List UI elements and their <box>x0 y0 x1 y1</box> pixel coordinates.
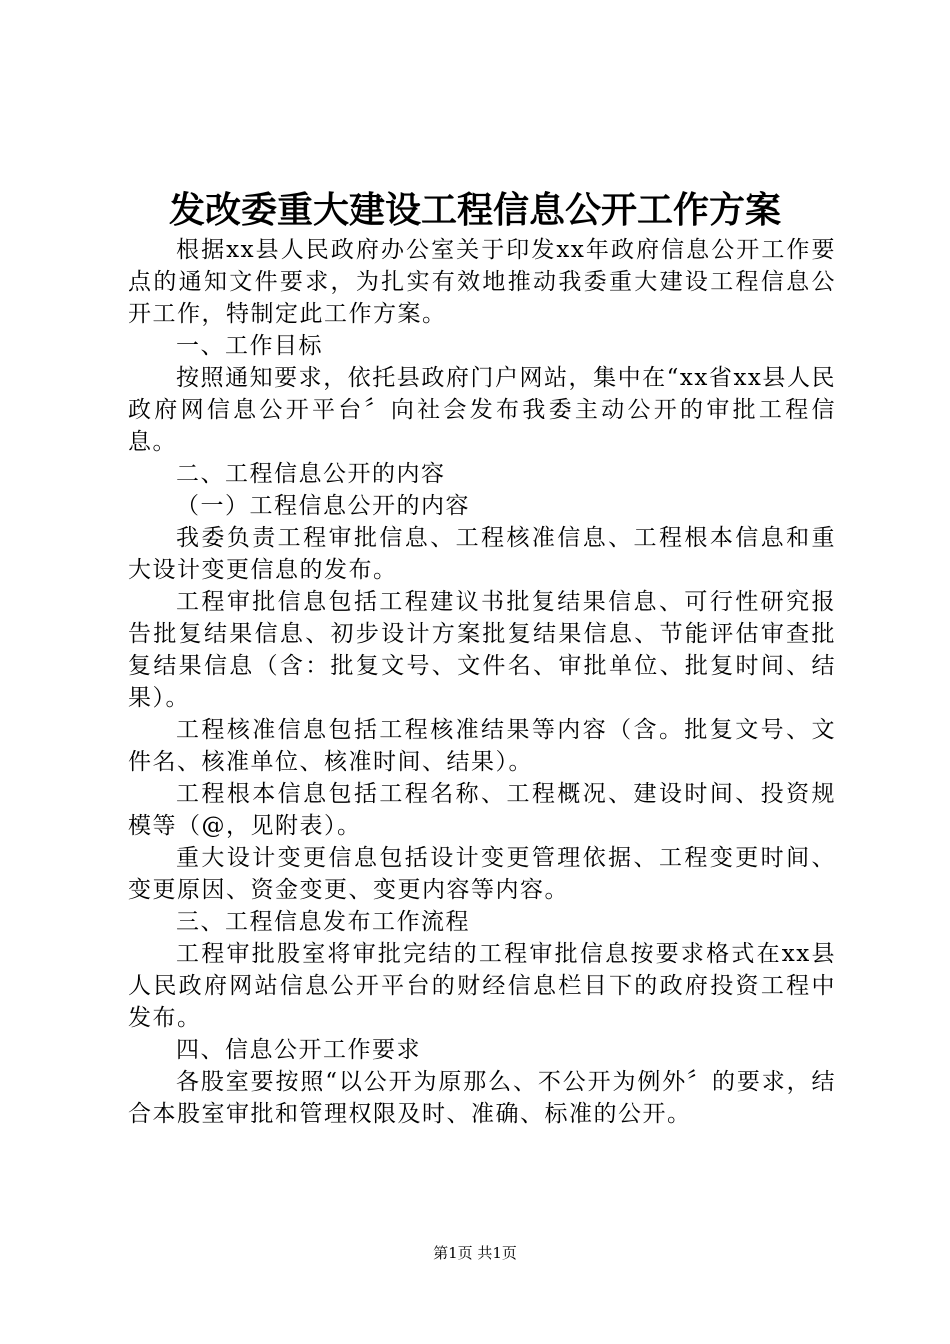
section-heading-goal: 一、工作目标 <box>176 333 323 359</box>
document-title: 发改委重大建设工程信息公开工作方案 <box>168 189 781 231</box>
section-heading-requirements: 四、信息公开工作要求 <box>176 1037 421 1063</box>
paragraph-basic-info: 工程根本信息包括工程名称、工程概况、建设时间、投资规模等（@，见附表）。 <box>128 781 836 839</box>
section-heading-content: 二、工程信息公开的内容 <box>176 461 446 487</box>
paragraph-requirements: 各股室要按照“以公开为原那么、不公开为例外〞的要求，结合本股室审批和管理权限及时、准确、标准的公开。 <box>128 1069 836 1127</box>
paragraph-responsibility: 我委负责工程审批信息、工程核准信息、工程根本信息和重大设计变更信息的发布。 <box>128 525 836 583</box>
paragraph-verification-info: 工程核准信息包括工程核准结果等内容（含。批复文号、文件名、核准单位、核准时间、结果）。 <box>128 717 836 775</box>
paragraph-goal: 按照通知要求，依托县政府门户网站，集中在“xx省xx县人民政府网信息公开平台〞向社会发布我委主动公开的审批工程信息。 <box>128 365 836 455</box>
subsection-heading-content: （一）工程信息公开的内容 <box>176 493 470 519</box>
paragraph-design-change-info: 重大设计变更信息包括设计变更管理依据、工程变更时间、变更原因、资金变更、变更内容等内容。 <box>128 845 836 903</box>
page-footer: 第1页 共1页 <box>433 1244 517 1262</box>
paragraph-approval-info: 工程审批信息包括工程建议书批复结果信息、可行性研究报告批复结果信息、初步设计方案批复结果信息、节能评估审查批复结果信息（含：批复文号、文件名、审批单位、批复时间、结果）。 <box>128 589 836 711</box>
document-body <box>128 234 836 1130</box>
section-heading-process: 三、工程信息发布工作流程 <box>176 909 470 935</box>
paragraph-process: 工程审批股室将审批完结的工程审批信息按要求格式在xx县人民政府网站信息公开平台的财经信息栏目下的政府投资工程中发布。 <box>128 941 836 1031</box>
paragraph-intro: 根据xx县人民政府办公室关于印发xx年政府信息公开工作要点的通知文件要求，为扎实有效地推动我委重大建设工程信息公开工作，特制定此工作方案。 <box>128 237 836 327</box>
